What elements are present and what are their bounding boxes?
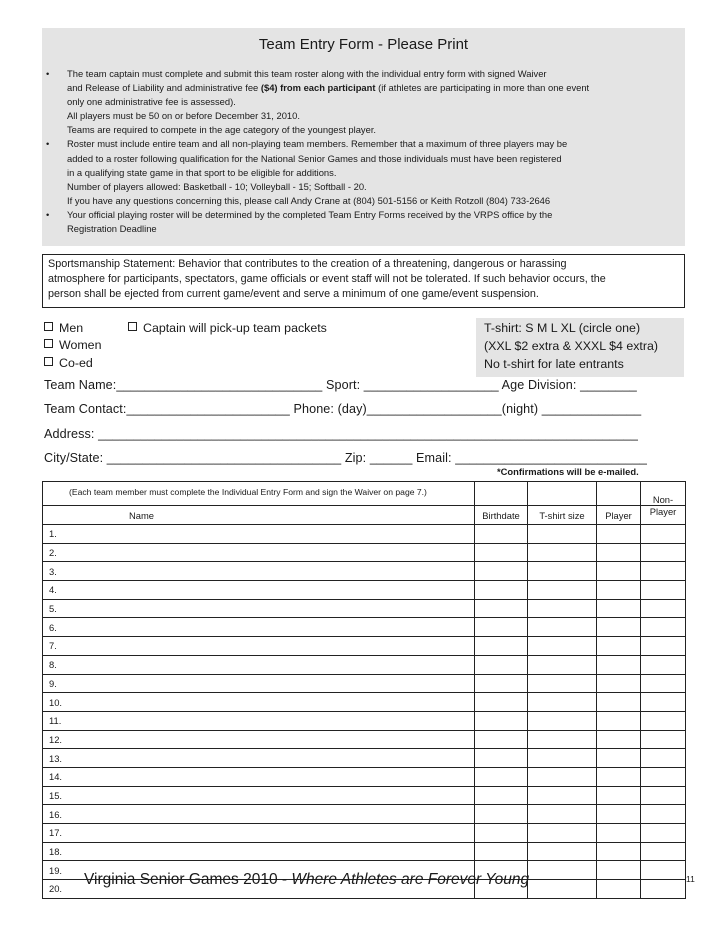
table-row [43,842,686,861]
instruction-line: All players must be 50 on or before December 31, 2010. [67,110,300,122]
checkbox[interactable] [44,322,53,331]
name-cell[interactable]: 15. [43,786,475,805]
roster-body [43,525,686,899]
player-cell[interactable] [597,525,641,544]
player-cell[interactable] [597,655,641,674]
footer-tagline: Virginia Senior Games 2010 - Where Athletes are Forever Young [84,871,530,888]
non-player-cell[interactable] [641,805,686,824]
tshirt-box [476,318,684,377]
instruction-line: Teams are required to compete in the age category of the youngest player. [67,124,377,136]
non-player-cell[interactable] [641,637,686,656]
name-cell[interactable]: 12. [43,730,475,749]
name-cell[interactable]: 17. [43,824,475,843]
instructions-list [42,67,589,236]
birthdate-cell[interactable] [475,786,528,805]
name-cell[interactable]: 18. [43,842,475,861]
non-player-cell[interactable] [641,581,686,600]
name-cell[interactable]: 3. [43,562,475,581]
instruction-line: in a qualifying state game in that sport to be eligible for additions. [67,166,337,178]
non-player-cell[interactable] [641,824,686,843]
tshirt-size-cell[interactable] [528,543,597,562]
instruction-item [42,208,589,236]
tshirt-size-cell[interactable] [528,861,597,880]
city-zip-email-field[interactable]: City/State: _________________________________ Zip: ______ Email: ___________________________ [44,451,648,465]
table-row [43,693,686,712]
birthdate-cell[interactable] [475,767,528,786]
player-cell[interactable] [597,562,641,581]
non-player-cell[interactable] [641,562,686,581]
player-cell[interactable] [597,861,641,880]
table-row [43,543,686,562]
non-player-cell[interactable] [641,655,686,674]
player-cell[interactable] [597,786,641,805]
roster-table [42,481,686,899]
option-men[interactable]: Men [44,321,83,335]
header-birthdate: Birthdate [475,506,528,525]
tshirt-size-cell[interactable] [528,674,597,693]
instruction-line: only one administrative fee is assessed). [67,96,236,108]
instructions-box [42,28,685,246]
bullet: • [46,208,50,220]
name-cell[interactable]: 5. [43,599,475,618]
birthdate-cell[interactable] [475,805,528,824]
instruction-line: Number of players allowed: Basketball - 10; Volleyball - 15; Softball - 20. [67,180,367,192]
address-field[interactable]: Address: ____________________________________________________________________________ [44,427,639,441]
tshirt-size-cell[interactable] [528,824,597,843]
player-cell[interactable] [597,711,641,730]
name-cell[interactable]: 20. [43,880,475,899]
table-row [43,618,686,637]
tshirt-size-cell[interactable] [528,805,597,824]
tshirt-size-cell[interactable] [528,842,597,861]
name-cell[interactable]: 16. [43,805,475,824]
table-row [43,562,686,581]
option-coed[interactable]: Co-ed [44,356,93,370]
instruction-line: Your official playing roster will be determined by the completed Team Entry Forms received by the VRPS office by the [67,208,553,220]
birthdate-cell[interactable] [475,637,528,656]
birthdate-cell[interactable] [475,693,528,712]
tshirt-note: No t-shirt for late entrants [484,357,624,371]
tshirt-size-cell[interactable] [528,880,597,899]
tshirt-size-cell[interactable] [528,693,597,712]
header-name: Name [43,506,475,525]
tshirt-size-cell[interactable] [528,655,597,674]
non-player-cell[interactable] [641,618,686,637]
non-player-cell[interactable] [641,786,686,805]
birthdate-cell[interactable] [475,824,528,843]
team-name-sport-age-field[interactable]: Team Name:_____________________________ Sport: ___________________ Age Division: ________ [44,378,637,392]
name-cell[interactable]: 6. [43,618,475,637]
checkbox[interactable] [128,322,137,331]
header-non-player: Player [641,506,686,525]
instruction-item [42,137,589,207]
instruction-line: If you have any questions concerning this, please call Andy Crane at (804) 501-5156 or Keith Rotzoll (804) 733-2646 [67,194,551,206]
birthdate-cell[interactable] [475,599,528,618]
name-cell[interactable]: 13. [43,749,475,768]
tshirt-size-cell[interactable] [528,599,597,618]
non-player-cell[interactable] [641,599,686,618]
name-cell[interactable]: 8. [43,655,475,674]
checkbox[interactable] [44,357,53,366]
fee-emphasis: ($4) from each participant [260,82,376,94]
roster-header [43,506,686,525]
table-row [43,767,686,786]
header-tshirt-size: T-shirt size [528,506,597,525]
instruction-item [42,67,589,137]
table-row [43,525,686,544]
tshirt-size-cell[interactable] [528,562,597,581]
table-row [43,824,686,843]
birthdate-cell[interactable] [475,562,528,581]
non-player-cell[interactable] [641,525,686,544]
header-player: Player [597,506,641,525]
name-cell[interactable]: 10. [43,693,475,712]
non-player-cell[interactable] [641,674,686,693]
non-player-cell[interactable] [641,730,686,749]
player-cell[interactable] [597,824,641,843]
birthdate-cell[interactable] [475,711,528,730]
player-cell[interactable] [597,637,641,656]
sportsmanship-line: atmosphere for participants, spectators, game officials or event staff will not be tolerated. If such behavior occurs, the [48,273,606,285]
birthdate-cell[interactable] [475,842,528,861]
tshirt-size-cell[interactable] [528,637,597,656]
instruction-line: Roster must include entire team and all non-playing team members. Remember that a maximum of three players may be [67,138,568,150]
table-row [43,637,686,656]
tshirt-size-cell[interactable] [528,711,597,730]
non-player-cell[interactable] [641,693,686,712]
player-cell[interactable] [597,749,641,768]
name-cell[interactable]: 14. [43,767,475,786]
non-player-cell[interactable] [641,543,686,562]
bullet: • [46,68,50,79]
player-cell[interactable] [597,599,641,618]
player-cell[interactable] [597,543,641,562]
option-women[interactable]: Women [44,338,101,352]
birthdate-cell[interactable] [475,581,528,600]
table-row [43,655,686,674]
non-player-cell[interactable] [641,767,686,786]
birthdate-cell[interactable] [475,655,528,674]
roster-header-top [43,482,686,506]
roster-note: (Each team member must complete the Individual Entry Form and sign the Waiver on page 7.) [69,487,427,497]
table-row [43,581,686,600]
name-cell[interactable]: 7. [43,637,475,656]
tshirt-size-cell[interactable] [528,525,597,544]
name-cell[interactable]: 19. [43,861,475,880]
player-cell[interactable] [597,805,641,824]
sportsmanship-line: Sportsmanship Statement: Behavior that contributes to the creation of a threatening, dangerous or harassing [48,258,567,270]
instruction-line: Registration Deadline [67,223,157,235]
non-player-cell[interactable] [641,880,686,899]
bullet: • [46,138,50,150]
non-player-cell[interactable] [641,842,686,861]
option-captain-pickup[interactable]: Captain will pick-up team packets [128,321,327,335]
instruction-line: The team captain must complete and submit this team roster along with the individual entry form with signed Waiver [67,68,547,79]
tshirt-size-cell[interactable] [528,749,597,768]
table-row [43,786,686,805]
non-player-cell[interactable] [641,711,686,730]
instruction-line: and Release of Liability and administrative fee ($4) from each participant (if athletes are participating in more than one event [67,82,590,94]
page-number: 11 [686,874,695,884]
name-cell[interactable]: 2. [43,543,475,562]
birthdate-cell[interactable] [475,543,528,562]
sportsmanship-statement [42,254,685,308]
player-cell[interactable] [597,880,641,899]
player-cell[interactable] [597,730,641,749]
birthdate-cell[interactable] [475,618,528,637]
birthdate-cell[interactable] [475,730,528,749]
player-cell[interactable] [597,693,641,712]
birthdate-cell[interactable] [475,674,528,693]
tshirt-size-cell[interactable] [528,581,597,600]
sportsmanship-line: person shall be ejected from current game/event and serve a minimum of one game/event suspension. [48,288,539,300]
player-cell[interactable] [597,674,641,693]
birthdate-cell[interactable] [475,749,528,768]
birthdate-cell[interactable] [475,525,528,544]
footer-slogan: Where Athletes are Forever Young [291,871,530,888]
player-cell[interactable] [597,767,641,786]
non-player-cell[interactable] [641,749,686,768]
name-cell[interactable]: 4. [43,581,475,600]
tshirt-extra: (XXL $2 extra & XXXL $4 extra) [484,339,659,353]
roster-note-cell [43,482,475,506]
checkbox[interactable] [44,339,53,348]
tshirt-size-cell[interactable] [528,730,597,749]
player-cell[interactable] [597,581,641,600]
header-non: Non- [641,482,686,506]
name-cell[interactable]: 1. [43,525,475,544]
non-player-cell[interactable] [641,861,686,880]
table-row [43,599,686,618]
tshirt-size-cell[interactable] [528,786,597,805]
confirmation-note: *Confirmations will be e-mailed. [497,466,639,477]
table-row [43,674,686,693]
player-cell[interactable] [597,842,641,861]
player-cell[interactable] [597,618,641,637]
tshirt-size-cell[interactable] [528,767,597,786]
tshirt-size-cell[interactable] [528,618,597,637]
team-contact-phone-field[interactable]: Team Contact:_______________________ Phone: (day)___________________(night) ______________ [44,402,642,416]
table-row [43,749,686,768]
table-row [43,711,686,730]
instruction-line: added to a roster following qualification for the National Senior Games and those individuals must have been registered [67,152,562,164]
name-cell[interactable]: 9. [43,674,475,693]
form-title: Team Entry Form - Please Print [258,36,469,53]
name-cell[interactable]: 11. [43,711,475,730]
tshirt-sizes[interactable]: T-shirt: S M L XL (circle one) [484,321,641,335]
table-row [43,730,686,749]
table-row [43,805,686,824]
